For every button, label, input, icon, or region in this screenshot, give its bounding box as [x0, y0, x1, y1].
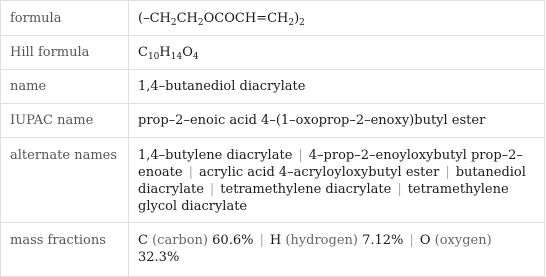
element-fraction: 7.12% — [362, 233, 404, 248]
hill-subscript: 4 — [192, 52, 199, 62]
table-row — [1, 70, 545, 104]
hill-subscript: 14 — [170, 52, 183, 62]
separator: | — [409, 233, 414, 248]
formula-subscript: 2 — [197, 17, 204, 28]
separator: | — [397, 182, 402, 197]
element-name: (hydrogen) — [285, 233, 358, 248]
alternate-name: acrylic acid 4–acryloyloxybutyl ester — [198, 165, 440, 180]
alternate-name: 4–prop–2–enoyloxybutyl prop–2–enoate — [138, 148, 523, 180]
table-row — [1, 223, 545, 277]
row-label: alternate names — [1, 138, 129, 223]
hill-element: C — [138, 45, 148, 60]
table-row — [1, 1, 545, 36]
formula-subscript: 2 — [299, 17, 305, 28]
row-label: mass fractions — [1, 223, 129, 277]
name-value: 1,4–butanediol diacrylate — [129, 70, 545, 104]
separator: | — [445, 165, 450, 180]
formula-part: ) — [294, 10, 300, 26]
formula-subscript: 2 — [288, 17, 295, 28]
hill-element: H — [159, 45, 171, 60]
row-label: Hill formula — [1, 36, 129, 70]
element-symbol: C — [138, 233, 148, 248]
row-label: formula — [1, 1, 129, 36]
hill-subscript: 10 — [147, 52, 160, 62]
alternate-name: tetramethylene glycol diacrylate — [138, 182, 509, 214]
element-fraction: 32.3% — [138, 250, 180, 265]
table-row — [1, 138, 545, 223]
element-name: (oxygen) — [434, 233, 492, 248]
formula-value — [129, 1, 545, 36]
element-fraction: 60.6% — [212, 233, 254, 248]
hill-element: O — [182, 45, 193, 60]
formula-subscript: 2 — [170, 17, 177, 28]
formula-part: CH — [176, 10, 198, 26]
mass-fractions-value — [129, 223, 545, 277]
iupac-name-value: prop–2–enoic acid 4–(1–oxoprop–2–enoxy)butyl ester — [129, 104, 545, 138]
row-label: IUPAC name — [1, 104, 129, 138]
formula-part: OCOCH=CH — [203, 10, 289, 26]
table-row — [1, 36, 545, 70]
element-symbol: H — [269, 233, 282, 248]
table-row — [1, 104, 545, 138]
element-name: (carbon) — [152, 233, 209, 248]
alternate-name: 1,4–butylene diacrylate — [138, 148, 293, 163]
separator: | — [209, 182, 215, 197]
element-symbol: O — [419, 233, 431, 248]
row-label: name — [1, 70, 129, 104]
alternate-name: butanediol diacrylate — [138, 165, 526, 197]
alternate-name: tetramethylene diacrylate — [220, 182, 392, 197]
separator: | — [259, 233, 264, 248]
separator: | — [188, 165, 193, 180]
formula-part: (–CH — [138, 10, 171, 26]
hill-formula-value — [129, 36, 545, 70]
alternate-names-value — [129, 138, 545, 223]
separator: | — [298, 148, 303, 163]
